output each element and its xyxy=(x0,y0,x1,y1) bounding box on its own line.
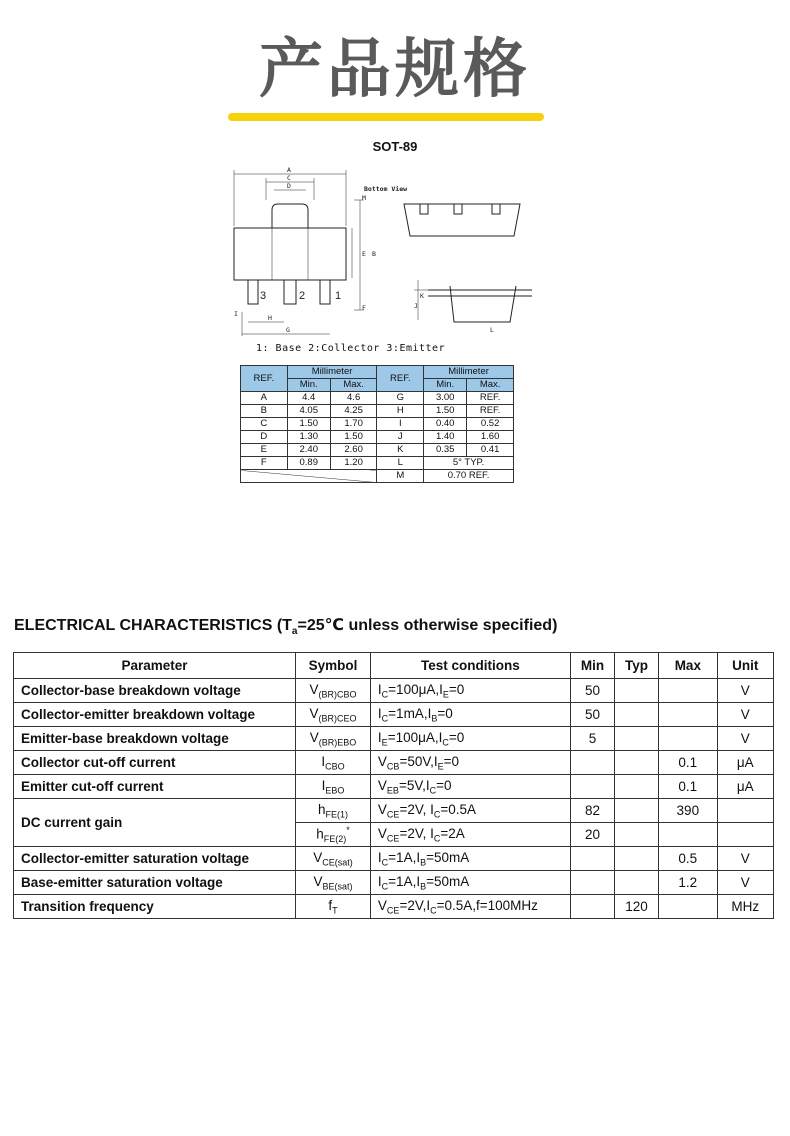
page-title: 产品规格 xyxy=(259,33,531,107)
parameter-cell: Base-emitter saturation voltage xyxy=(14,871,296,895)
dim-min: 2.40 xyxy=(287,444,330,457)
dim-ref: J xyxy=(377,431,424,444)
dim-min: 4.4 xyxy=(287,392,330,405)
dim-ref: K xyxy=(377,444,424,457)
pin-1-label: 1 xyxy=(335,290,342,302)
typ-cell xyxy=(615,679,659,703)
dimension-row xyxy=(241,470,514,483)
max-cell xyxy=(659,823,717,847)
unit-cell xyxy=(717,799,773,823)
dim-min: 1.50 xyxy=(287,418,330,431)
dim-label-h: H xyxy=(268,314,272,322)
typ-cell xyxy=(615,871,659,895)
max-cell: 0.1 xyxy=(659,775,717,799)
typ-cell xyxy=(615,775,659,799)
col-test-conditions: Test conditions xyxy=(370,653,570,679)
unit-cell xyxy=(717,823,773,847)
test-condition-cell: $V_{EB}=5V,I_C=0$ xyxy=(370,775,570,799)
symbol-cell: $h_{FE(2)}^*$ xyxy=(296,823,371,847)
dim-min: 1.50 xyxy=(424,405,467,418)
dim-unit-header-2: Millimeter xyxy=(424,366,514,379)
test-condition-cell: $V_{CE}=2V$, $I_C=0.5A$ xyxy=(370,799,570,823)
dim-max: REF. xyxy=(467,392,514,405)
dim-min: 3.00 xyxy=(424,392,467,405)
col-typ: Typ xyxy=(615,653,659,679)
dim-min: 1.40 xyxy=(424,431,467,444)
unit-cell: μA xyxy=(717,775,773,799)
max-cell: 0.1 xyxy=(659,751,717,775)
dim-ref: L xyxy=(377,457,424,470)
dim-label-e: E xyxy=(362,250,366,258)
dim-label-g: G xyxy=(286,326,290,334)
table-row xyxy=(14,679,774,703)
pin-3-label: 3 xyxy=(260,290,267,302)
parameter-cell: Collector cut-off current xyxy=(14,751,296,775)
dim-label-l: L xyxy=(490,326,494,334)
parameter-cell: Collector-base breakdown voltage xyxy=(14,679,296,703)
min-cell xyxy=(570,847,614,871)
symbol-cell: $V_{(BR)CEO}$ xyxy=(296,703,371,727)
dimension-row xyxy=(241,457,514,470)
symbol-cell: $V_{(BR)CBO}$ xyxy=(296,679,371,703)
test-condition-cell: $I_C=1mA,I_B=0$ xyxy=(370,703,570,727)
dim-ref: D xyxy=(241,431,288,444)
dim-label-c: C xyxy=(287,174,291,182)
symbol-cell: $f_T$ xyxy=(296,895,371,919)
dim-ref: B xyxy=(241,405,288,418)
test-condition-cell: $I_E=100\mu A,I_C=0$ xyxy=(370,727,570,751)
typ-cell xyxy=(615,727,659,751)
min-cell xyxy=(570,751,614,775)
min-cell: 20 xyxy=(570,823,614,847)
dim-empty-cell xyxy=(241,470,377,483)
typ-cell: 120 xyxy=(615,895,659,919)
typ-cell xyxy=(615,847,659,871)
table-row xyxy=(14,775,774,799)
table-row xyxy=(14,847,774,871)
title-underline xyxy=(228,113,544,121)
dim-min: 1.30 xyxy=(287,431,330,444)
dim-label-b: B xyxy=(372,250,376,258)
dim-min: 0.35 xyxy=(424,444,467,457)
symbol-cell: $h_{FE(1)}$ xyxy=(296,799,371,823)
dim-max-header: Max. xyxy=(330,379,377,392)
electrical-characteristics-title: ELECTRICAL CHARACTERISTICS ($T_a=25℃$ unless otherwise specified) xyxy=(14,617,558,638)
table-row xyxy=(14,751,774,775)
dimension-row xyxy=(241,444,514,457)
dim-max: 0.52 xyxy=(467,418,514,431)
col-parameter: Parameter xyxy=(14,653,296,679)
typ-cell xyxy=(615,799,659,823)
dim-min-header-2: Min. xyxy=(424,379,467,392)
symbol-cell: $V_{BE(sat)}$ xyxy=(296,871,371,895)
bottom-view-label: Bottom View xyxy=(364,185,408,193)
min-cell xyxy=(570,895,614,919)
dimension-row xyxy=(241,405,514,418)
max-cell: 0.5 xyxy=(659,847,717,871)
dim-ref: I xyxy=(377,418,424,431)
col-max: Max xyxy=(659,653,717,679)
dim-min: 0.40 xyxy=(424,418,467,431)
min-cell: 50 xyxy=(570,703,614,727)
dim-label-j: J xyxy=(414,302,418,310)
test-condition-cell: $V_{CE}=2V$, $I_C=2A$ xyxy=(370,823,570,847)
dim-max: 1.50 xyxy=(330,431,377,444)
dim-max: 1.20 xyxy=(330,457,377,470)
package-name: SOT-89 xyxy=(372,139,418,154)
parameter-cell: Emitter-base breakdown voltage xyxy=(14,727,296,751)
dim-value: 5° TYP. xyxy=(424,457,514,470)
typ-cell xyxy=(615,823,659,847)
dim-min: 4.05 xyxy=(287,405,330,418)
dim-max: REF. xyxy=(467,405,514,418)
package-outline-drawing xyxy=(228,160,548,360)
dim-label-f: F xyxy=(362,304,366,312)
max-cell xyxy=(659,727,717,751)
typ-cell xyxy=(615,703,659,727)
dim-label-d: D xyxy=(287,182,291,190)
table-row xyxy=(14,895,774,919)
dim-max: 1.70 xyxy=(330,418,377,431)
parameter-cell: Collector-emitter saturation voltage xyxy=(14,847,296,871)
test-condition-cell: $V_{CB}=50V,I_E=0$ xyxy=(370,751,570,775)
unit-cell: V xyxy=(717,703,773,727)
dim-ref: G xyxy=(377,392,424,405)
parameter-cell: Emitter cut-off current xyxy=(14,775,296,799)
dimension-table xyxy=(240,365,514,483)
dim-min-header: Min. xyxy=(287,379,330,392)
pin-legend: 1: Base 2:Collector 3:Emitter xyxy=(256,343,446,354)
col-unit: Unit xyxy=(717,653,773,679)
dim-ref-header: REF. xyxy=(241,366,288,392)
unit-cell: V xyxy=(717,727,773,751)
typ-cell xyxy=(615,751,659,775)
dim-max-header-2: Max. xyxy=(467,379,514,392)
test-condition-cell: $V_{CE}=2V,I_C=0.5A,f=100MHz$ xyxy=(370,895,570,919)
symbol-cell: $V_{CE(sat)}$ xyxy=(296,847,371,871)
dim-label-i: I xyxy=(234,310,238,318)
dim-unit-header: Millimeter xyxy=(287,366,377,379)
table-row xyxy=(14,799,774,823)
unit-cell: V xyxy=(717,679,773,703)
dim-value: 0.70 REF. xyxy=(424,470,514,483)
dim-max: 4.25 xyxy=(330,405,377,418)
dim-ref: F xyxy=(241,457,288,470)
unit-cell: V xyxy=(717,847,773,871)
dim-min: 0.89 xyxy=(287,457,330,470)
min-cell xyxy=(570,871,614,895)
dim-label-m: M xyxy=(362,194,366,202)
max-cell xyxy=(659,703,717,727)
col-symbol: Symbol xyxy=(296,653,371,679)
dim-label-k: K xyxy=(420,292,424,300)
dim-max: 1.60 xyxy=(467,431,514,444)
dim-ref: E xyxy=(241,444,288,457)
dim-max: 0.41 xyxy=(467,444,514,457)
min-cell xyxy=(570,775,614,799)
dim-label-a: A xyxy=(287,166,291,174)
symbol-cell: $I_{CBO}$ xyxy=(296,751,371,775)
dim-max: 4.6 xyxy=(330,392,377,405)
dimension-row xyxy=(241,392,514,405)
unit-cell: MHz xyxy=(717,895,773,919)
test-condition-cell: $I_C=100\mu A,I_E=0$ xyxy=(370,679,570,703)
dim-ref: A xyxy=(241,392,288,405)
dim-ref: M xyxy=(377,470,424,483)
dim-ref: C xyxy=(241,418,288,431)
max-cell xyxy=(659,679,717,703)
dim-ref: H xyxy=(377,405,424,418)
dimension-row xyxy=(241,431,514,444)
min-cell: 82 xyxy=(570,799,614,823)
dim-ref-header-2: REF. xyxy=(377,366,424,392)
pin-2-label: 2 xyxy=(299,290,306,302)
col-min: Min xyxy=(570,653,614,679)
table-row xyxy=(14,703,774,727)
parameter-cell: Collector-emitter breakdown voltage xyxy=(14,703,296,727)
unit-cell: V xyxy=(717,871,773,895)
symbol-cell: $I_{EBO}$ xyxy=(296,775,371,799)
max-cell xyxy=(659,895,717,919)
max-cell: 1.2 xyxy=(659,871,717,895)
table-row xyxy=(14,727,774,751)
electrical-characteristics-table xyxy=(13,652,774,919)
unit-cell: μA xyxy=(717,751,773,775)
min-cell: 5 xyxy=(570,727,614,751)
symbol-cell: $V_{(BR)EBO}$ xyxy=(296,727,371,751)
test-condition-cell: $I_C=1A,I_B=50mA$ xyxy=(370,871,570,895)
max-cell: 390 xyxy=(659,799,717,823)
table-row xyxy=(14,871,774,895)
parameter-cell: DC current gain xyxy=(14,799,296,847)
dim-max: 2.60 xyxy=(330,444,377,457)
dimension-row xyxy=(241,418,514,431)
test-condition-cell: $I_C=1A,I_B=50mA$ xyxy=(370,847,570,871)
parameter-cell: Transition frequency xyxy=(14,895,296,919)
min-cell: 50 xyxy=(570,679,614,703)
